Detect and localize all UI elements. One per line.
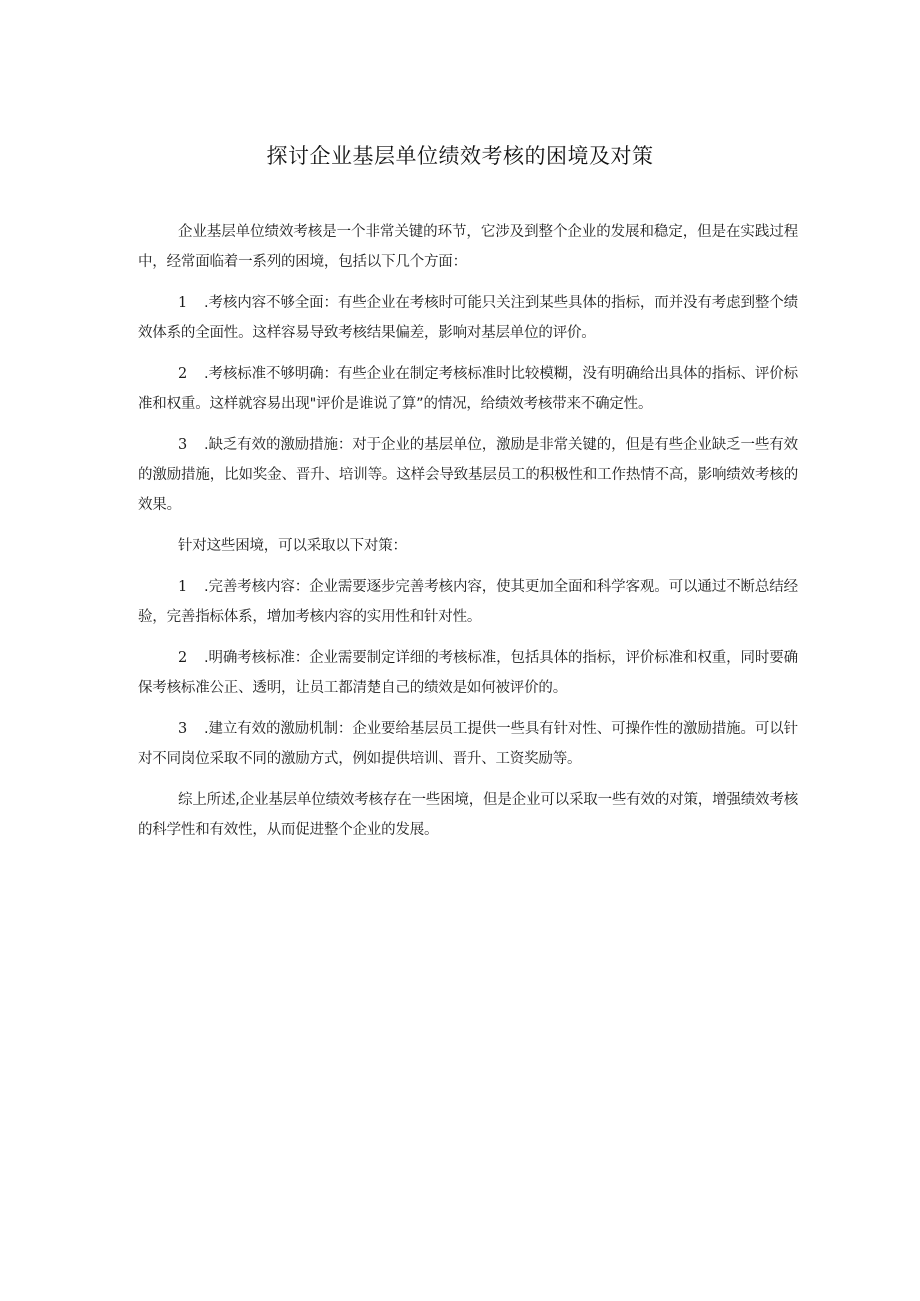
paragraph-countermeasure-2	[138, 643, 798, 703]
paragraph-countermeasure-3	[138, 714, 798, 774]
paragraph-difficulty-1	[138, 288, 798, 348]
paragraph-countermeasure-1	[138, 572, 798, 632]
paragraph-text: .考核标准不够明确：有些企业在制定考核标准时比较模糊，没有明确给出具体的指标、评价标准和权重。这样就容易出现"评价是谁说了算”的情况，给绩效考核带来不确定性。	[138, 366, 798, 412]
paragraph-number: 1	[178, 579, 188, 595]
paragraph-text: 企业基层单位绩效考核是一个非常关键的环节，它涉及到整个企业的发展和稳定，但是在实践过程中，经常面临着一系列的困境，包括以下几个方面：	[138, 224, 798, 270]
paragraph-text: .缺乏有效的激励措施：对于企业的基层单位，激励是非常关键的，但是有些企业缺乏一些有效的激励措施，比如奖金、晋升、培训等。这样会导致基层员工的积极性和工作热情不高，影响绩效考核的效果。	[138, 437, 798, 513]
paragraph-text: .考核内容不够全面：有些企业在考核时可能只关注到某些具体的指标，而并没有考虑到整个绩效体系的全面性。这样容易导致考核结果偏差，影响对基层单位的评价。	[138, 295, 798, 341]
paragraph-number: 3	[178, 437, 188, 453]
paragraph-text: 综上所述,企业基层单位绩效考核存在一些困境，但是企业可以采取一些有效的对策，增强绩效考核的科学性和有效性，从而促进整个企业的发展。	[138, 792, 798, 838]
paragraph-difficulty-3	[138, 430, 798, 520]
paragraph-text: 针对这些困境，可以采取以下对策：	[178, 538, 407, 554]
paragraph-number: 2	[178, 650, 188, 666]
paragraph-text: .建立有效的激励机制：企业要给基层员工提供一些具有针对性、可操作性的激励措施。可以针对不同岗位采取不同的激励方式，例如提供培训、晋升、工资奖励等。	[138, 721, 798, 767]
document-title: 探讨企业基层单位绩效考核的困境及对策	[266, 144, 654, 168]
paragraph-number: 2	[178, 366, 188, 382]
paragraph-intro	[138, 217, 798, 277]
paragraph-text: .完善考核内容：企业需要逐步完善考核内容，使其更加全面和科学客观。可以通过不断总结经验，完善指标体系，增加考核内容的实用性和针对性。	[138, 579, 798, 625]
paragraph-number: 3	[178, 721, 188, 737]
document-body	[138, 217, 798, 856]
paragraph-number: 1	[178, 295, 188, 311]
paragraph-text: .明确考核标准：企业需要制定详细的考核标准，包括具体的指标，评价标准和权重，同时要确保考核标准公正、透明，让员工都清楚自己的绩效是如何被评价的。	[138, 650, 798, 696]
paragraph-conclusion	[138, 785, 798, 845]
paragraph-countermeasures-intro	[138, 531, 798, 561]
paragraph-difficulty-2	[138, 359, 798, 419]
